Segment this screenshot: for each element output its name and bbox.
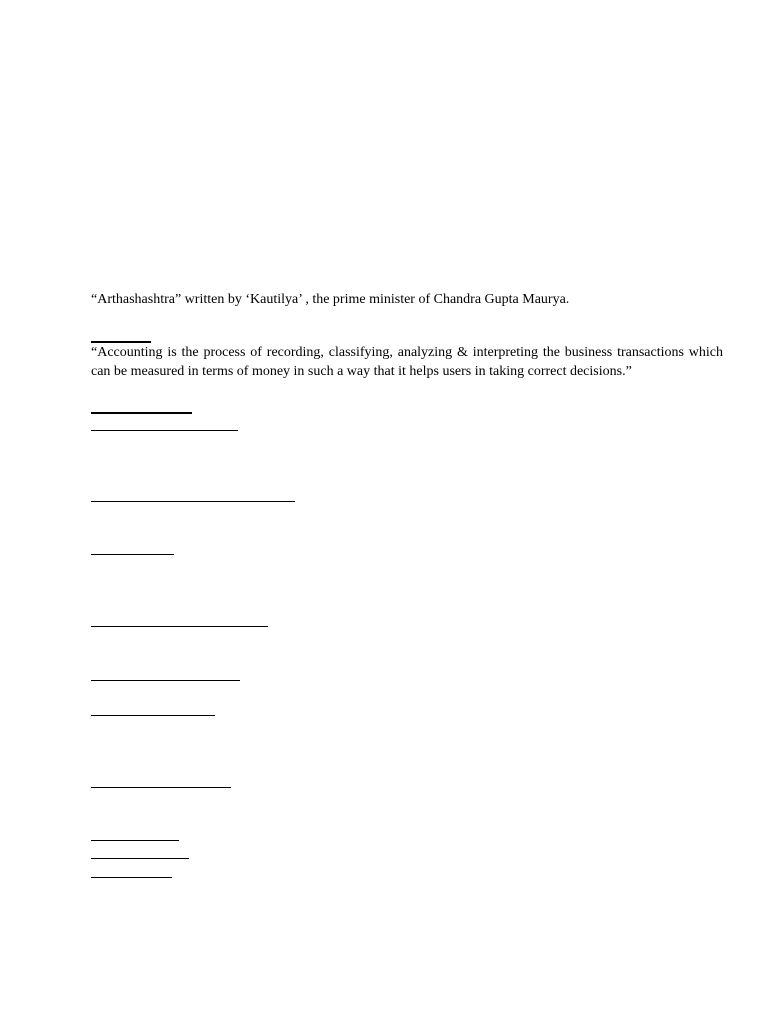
heading-underline-4	[91, 554, 174, 555]
heading-underline-10	[91, 858, 189, 859]
origin-text: “Arthashashtra” written by ‘Kautilya’ , the prime minister of Chandra Gupta Maurya.	[91, 292, 570, 307]
heading-underline-8	[91, 787, 231, 788]
heading-underline-2	[91, 430, 238, 431]
heading-underline-1	[91, 412, 192, 414]
heading-underline-5	[91, 626, 268, 627]
heading-underline-3	[91, 501, 295, 502]
definition-text: “Accounting is the process of recording, classifying, analyzing & interpreting the business transactions which can be measured in terms of money in such a way that it helps users in taking correct decisions.”	[91, 345, 723, 379]
heading-underline-11	[91, 877, 172, 878]
heading-underline-9	[91, 840, 179, 841]
heading-underline-6	[91, 680, 240, 681]
heading-underline-7	[91, 715, 215, 716]
